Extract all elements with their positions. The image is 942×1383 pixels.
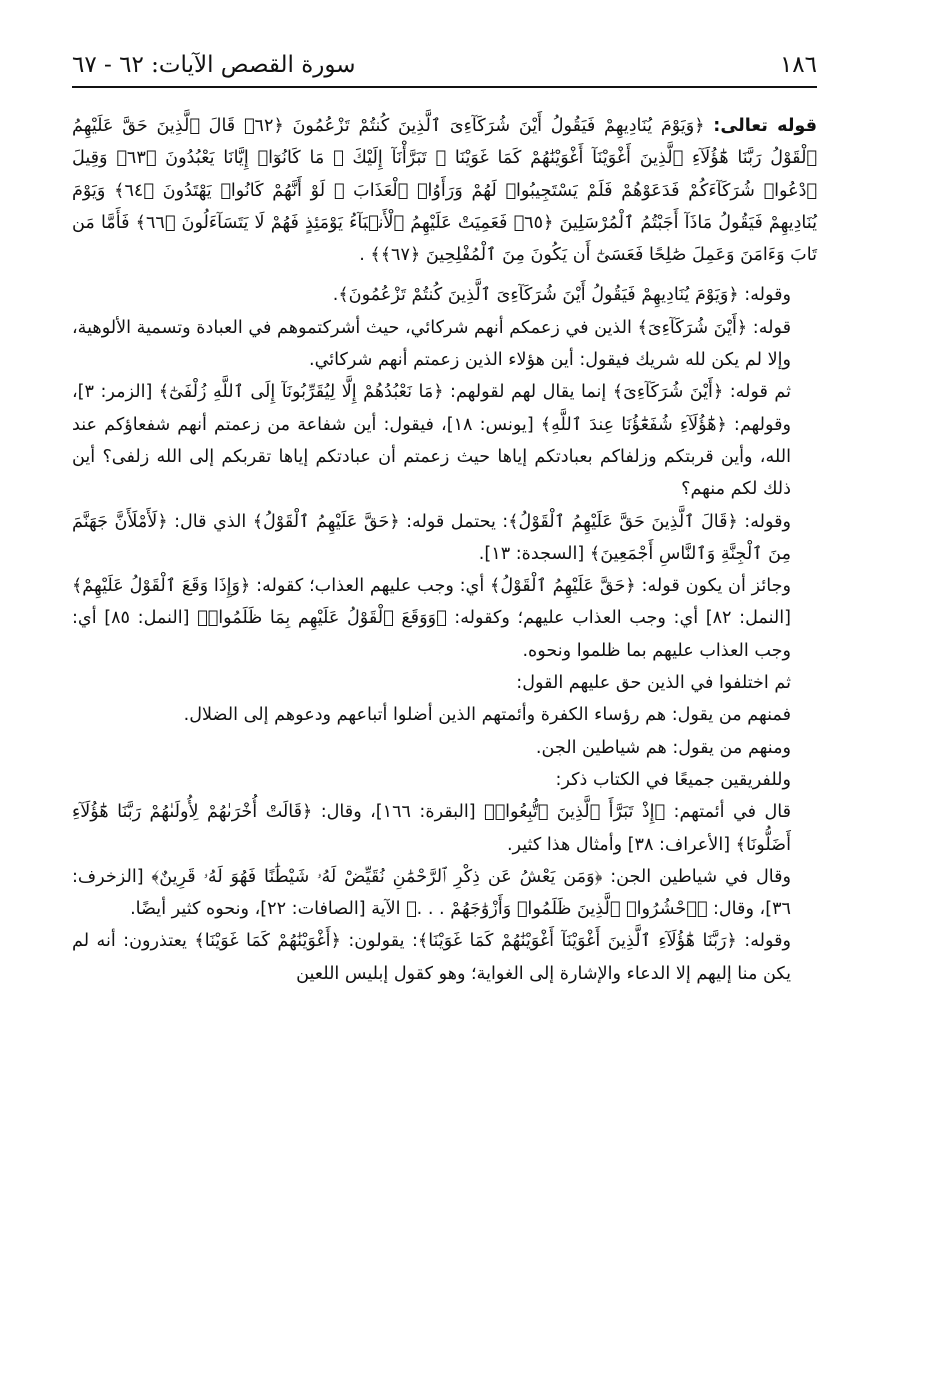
page-body (72, 110, 817, 990)
paragraph: قال في أئمتهم: ﴿إِذْ تَبَرَّأَ ٱلَّذِينَ ٱتُّبِعُوا۟﴾ [البقرة: ١٦٦]، وقال: ﴿قَالَتْ أُخْرَىٰهُمْ لِأُولَىٰهُمْ رَبَّنَا هَٰٓؤُلَآءِ أَضَلُّونَا﴾ [الأعراف: ٣٨] وأمثال هذا كثير. (72, 802, 791, 855)
paragraph: قوله: ﴿أَيْنَ شُرَكَآءِىَ﴾ الذين في زعمكم أنهم شركائي، حيث أشركتموهم في العبادة وتسمية الألوهية، وإلا لم يكن لله شريك فيقول: أين هؤلاء الذين زعمتم أنهم شركائي. (72, 317, 791, 371)
paragraph: وقوله: ﴿قَالَ ٱلَّذِينَ حَقَّ عَلَيْهِمُ ٱلْقَوْلُ﴾: يحتمل قوله: ﴿حَقَّ عَلَيْهِمُ ٱلْقَوْلُ﴾ الذي قال: ﴿لَأَمْلَأَنَّ جَهَنَّمَ مِنَ ٱلْجِنَّةِ وَٱلنَّاسِ أَجْمَعِينَ﴾ [السجدة: ١٣]. (72, 511, 791, 564)
paragraph: وللفريقين جميعًا في الكتاب ذكر: (555, 769, 791, 790)
paragraph: ومنهم من يقول: هم شياطين الجن. (535, 737, 791, 758)
running-title: سورة القصص الآيات: ٦٢ - ٦٧ (72, 52, 356, 78)
paragraph: وقال في شياطين الجن: ﴿وَمَن يَعْشُ عَن ذِكْرِ ٱلرَّحْمَٰنِ نُقَيِّضْ لَهُۥ شَيْطَٰنًا فَهُوَ لَهُۥ قَرِينٌ﴾ [الزخرف: ٣٦]، وقال: ﴿ٱحْشُرُوا۟ ٱلَّذِينَ ظَلَمُوا۟ وَأَزْوَٰجَهُمْ . . .﴾ الآية [الصافات: ٢٢]، ونحوه كثير أيضًا. (72, 866, 791, 920)
page-header (72, 52, 817, 88)
paragraph: وجائز أن يكون قوله: ﴿حَقَّ عَلَيْهِمُ ٱلْقَوْلُ﴾ أي: وجب عليهم العذاب؛ كقوله: ﴿وَإِذَا وَقَعَ ٱلْقَوْلُ عَلَيْهِمْ﴾ [النمل: ٨٢] أي: وجب العذاب عليهم؛ وكقوله: ﴿وَوَقَعَ ٱلْقَوْلُ عَلَيْهِم بِمَا ظَلَمُوا۟﴾ [النمل: ٨٥] أي: وجب العذاب عليهم بما ظلموا ونحوه. (72, 576, 791, 661)
paragraph-lead: قوله تعالى: (713, 116, 817, 136)
paragraph: وقوله: ﴿وَيَوْمَ يُنَادِيهِمْ فَيَقُولُ أَيْنَ شُرَكَآءِىَ ٱلَّذِينَ كُنتُمْ تَزْعُمُونَ﴾. (332, 285, 791, 306)
book-page (72, 52, 817, 990)
paragraph: وقوله: ﴿رَبَّنَا هَٰٓؤُلَآءِ ٱلَّذِينَ أَغْوَيْنَآ أَغْوَيْنَٰهُمْ كَمَا غَوَيْنَا﴾: يقولون: ﴿أَغْوَيْنَٰهُمْ كَمَا غَوَيْنَا﴾ يعتذرون: أنه لم يكن منا إليهم إلا الدعاء والإشارة إلى الغواية؛ وهو كقول إبليس اللعين (72, 931, 791, 984)
paragraph-text: ﴿وَيَوْمَ يُنَادِيهِمْ فَيَقُولُ أَيْنَ شُرَكَآءِىَ ٱلَّذِينَ كُنتُمْ تَزْعُمُونَ ﴿٦٢﴾ قَالَ ٱلَّذِينَ حَقَّ عَلَيْهِمُ ٱلْقَوْلُ رَبَّنَا هَٰٓؤُلَآءِ ٱلَّذِينَ أَغْوَيْنَآ أَغْوَيْنَٰهُمْ كَمَا غَوَيْنَا ۖ تَبَرَّأْنَآ إِلَيْكَ ۖ مَا كَانُوٓا۟ إِيَّانَا يَعْبُدُونَ ﴿٦٣﴾ وَقِيلَ ٱدْعُوا۟ شُرَكَآءَكُمْ فَدَعَوْهُمْ فَلَمْ يَسْتَجِيبُوا۟ لَهُمْ وَرَأَوُا۟ ٱلْعَذَابَ ۚ لَوْ أَنَّهُمْ كَانُوا۟ يَهْتَدُونَ ﴿٦٤﴾ وَيَوْمَ يُنَادِيهِمْ فَيَقُولُ مَاذَآ أَجَبْتُمُ ٱلْمُرْسَلِينَ ﴿٦٥﴾ فَعَمِيَتْ عَلَيْهِمُ ٱلْأَنۢبَآءُ يَوْمَئِذٍ فَهُمْ لَا يَتَسَآءَلُونَ ﴿٦٦﴾ فَأَمَّا مَن تَابَ وَءَامَنَ وَعَمِلَ صَٰلِحًا فَعَسَىٰٓ أَن يَكُونَ مِنَ ٱلْمُفْلِحِينَ ﴿٦٧﴾﴾ . (72, 116, 818, 266)
page-number: ١٨٦ (779, 52, 817, 78)
paragraph: فمنهم من يقول: هم رؤساء الكفرة وأئمتهم الذين أضلوا أتباعهم ودعوهم إلى الضلال. (183, 705, 791, 726)
paragraph: ثم اختلفوا في الذين حق عليهم القول: (516, 673, 791, 694)
paragraph: ثم قوله: ﴿أَيْنَ شُرَكَآءِىَ﴾ إنما يقال لهم لقولهم: ﴿مَا نَعْبُدُهُمْ إِلَّا لِيُقَرِّبُونَآ إِلَى ٱللَّهِ زُلْفَىٰٓ﴾ [الزمر: ٣]، وقولهم: ﴿هَٰٓؤُلَآءِ شُفَعَٰٓؤُنَا عِندَ ٱللَّهِ﴾ [يونس: ١٨]، فيقول: أين شفاعة من زعمتم أنهم شفعاؤكم عند الله، وأين قربتكم وزلفاكم بعبادتكم إياها حيث زعمتم أن عبادتكم إياها تقربكم إلى الله زلفى؟ أين ذلك لكم منهم؟ (72, 382, 792, 500)
paragraph (72, 110, 817, 271)
